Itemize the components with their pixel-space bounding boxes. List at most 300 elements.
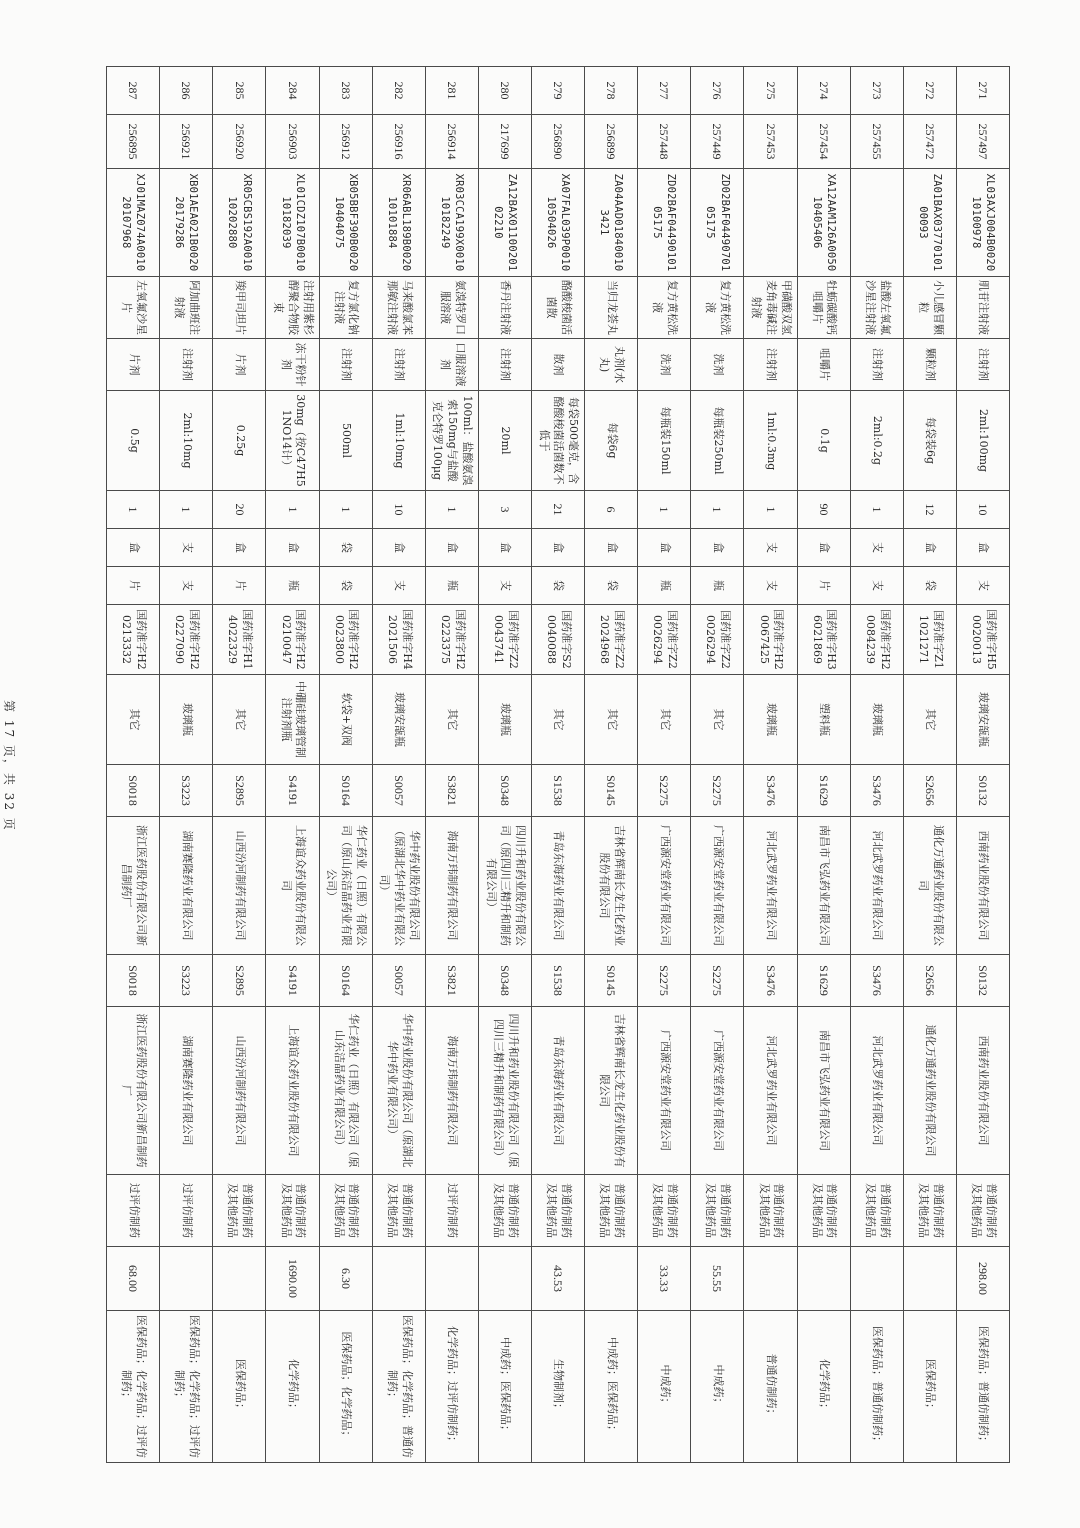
drug-name-cell: 复方氯化钠注射液 bbox=[319, 277, 372, 339]
producer-code-cell: S4191 bbox=[266, 765, 319, 817]
holder-code-cell: S2656 bbox=[903, 955, 956, 1007]
drug-name-cell: 香丹注射液 bbox=[478, 277, 531, 339]
dosage-form-cell: 注射剂 bbox=[319, 339, 372, 391]
pack-qty-cell: 1 bbox=[691, 491, 744, 529]
dosage-form-cell: 咀嚼片 bbox=[797, 339, 850, 391]
attributes-cell: 化学药品； bbox=[266, 1311, 319, 1463]
approval-no-cell: 国药准字Z20026294 bbox=[691, 605, 744, 675]
pack-qty-cell: 1 bbox=[319, 491, 372, 529]
pack-unit-cell: 支 bbox=[160, 529, 213, 567]
drug-catalog-table bbox=[106, 66, 1010, 1463]
min-unit-cell: 支 bbox=[160, 567, 213, 605]
drug-name-cell: 当归龙荟丸 bbox=[585, 277, 638, 339]
approval-no-cell: 国药准字H20210047 bbox=[266, 605, 319, 675]
min-unit-cell: 袋 bbox=[319, 567, 372, 605]
producer-code-cell: S3476 bbox=[744, 765, 797, 817]
seq-cell: 273 bbox=[850, 67, 903, 115]
id-cell: 256903 bbox=[266, 115, 319, 169]
pack-unit-cell: 盒 bbox=[585, 529, 638, 567]
min-unit-cell: 片 bbox=[213, 567, 266, 605]
approval-no-cell: 国药准字H20084239 bbox=[850, 605, 903, 675]
attributes-cell: 化学药品；过评仿制药； bbox=[425, 1311, 478, 1463]
pack-qty-cell: 1 bbox=[107, 491, 160, 529]
producer-name-cell: 吉林省辉南长龙生化药业股份有限公司 bbox=[585, 817, 638, 955]
spec-cell: 100ml：盐酸氨溴索150mg与盐酸克仑特罗100μg bbox=[425, 391, 478, 491]
price-cell bbox=[213, 1247, 266, 1311]
table-row bbox=[372, 67, 425, 1463]
producer-code-cell: S2275 bbox=[638, 765, 691, 817]
min-unit-cell: 瓶 bbox=[266, 567, 319, 605]
holder-code-cell: S1629 bbox=[797, 955, 850, 1007]
holder-code-cell: S0057 bbox=[372, 955, 425, 1007]
dosage-form-cell: 散剂 bbox=[532, 339, 585, 391]
dosage-form-cell: 注射剂 bbox=[850, 339, 903, 391]
dosage-form-cell: 注射剂 bbox=[478, 339, 531, 391]
pack-qty-cell: 10 bbox=[956, 491, 1009, 529]
approval-no-cell: 国药准字Z11021271 bbox=[903, 605, 956, 675]
holder-name-cell: 西南药业股份有限公司 bbox=[956, 1007, 1009, 1175]
holder-name-cell: 广西源安堂药业有限公司 bbox=[638, 1007, 691, 1175]
pack-unit-cell: 盒 bbox=[903, 529, 956, 567]
spec-cell: 每袋6g bbox=[585, 391, 638, 491]
category-cell: 过评仿制药 bbox=[107, 1175, 160, 1247]
table-row bbox=[478, 67, 531, 1463]
approval-no-cell: 国药准字H20067425 bbox=[744, 605, 797, 675]
holder-code-cell: S1538 bbox=[532, 955, 585, 1007]
holder-code-cell: S3821 bbox=[425, 955, 478, 1007]
pack-qty-cell: 21 bbox=[532, 491, 585, 529]
code-cell: XJ01MAZ074A001020107968 bbox=[107, 169, 160, 277]
min-unit-cell: 支 bbox=[744, 567, 797, 605]
code-cell bbox=[850, 169, 903, 277]
id-cell: 256895 bbox=[107, 115, 160, 169]
code-cell: XB05BBF390B002010404075 bbox=[319, 169, 372, 277]
table-row bbox=[213, 67, 266, 1463]
holder-code-cell: S0018 bbox=[107, 955, 160, 1007]
min-unit-cell: 片 bbox=[107, 567, 160, 605]
holder-name-cell: 南昌市飞弘药业有限公司 bbox=[797, 1007, 850, 1175]
approval-no-cell: 国药准字H20227090 bbox=[160, 605, 213, 675]
attributes-cell: 医保药品； bbox=[213, 1311, 266, 1463]
table-row bbox=[797, 67, 850, 1463]
attributes-cell: 医保药品；普通仿制药； bbox=[850, 1311, 903, 1463]
min-unit-cell: 支 bbox=[372, 567, 425, 605]
id-cell: 256912 bbox=[319, 115, 372, 169]
producer-name-cell: 河北武罗药业有限公司 bbox=[744, 817, 797, 955]
min-unit-cell: 支 bbox=[478, 567, 531, 605]
dosage-form-cell: 片剂 bbox=[213, 339, 266, 391]
pack-unit-cell: 盒 bbox=[638, 529, 691, 567]
table-row bbox=[160, 67, 213, 1463]
packaging-material-cell: 其它 bbox=[532, 675, 585, 765]
packaging-material-cell: 塑料瓶 bbox=[797, 675, 850, 765]
producer-code-cell: S2656 bbox=[903, 765, 956, 817]
spec-cell: 0.5g bbox=[107, 391, 160, 491]
table-row bbox=[585, 67, 638, 1463]
producer-code-cell: S0132 bbox=[956, 765, 1009, 817]
drug-name-cell: 酪酸梭菌活菌散 bbox=[532, 277, 585, 339]
attributes-cell: 中成药； bbox=[638, 1311, 691, 1463]
packaging-material-cell: 软袋+双阀 bbox=[319, 675, 372, 765]
producer-code-cell: S2895 bbox=[213, 765, 266, 817]
price-cell bbox=[744, 1247, 797, 1311]
drug-name-cell: 盐酸左氧氟沙星注射液 bbox=[850, 277, 903, 339]
holder-name-cell: 吉林省辉南长龙生化药业股份有限公司 bbox=[585, 1007, 638, 1175]
price-cell: 68.00 bbox=[107, 1247, 160, 1311]
table-row bbox=[319, 67, 372, 1463]
price-cell: 298.00 bbox=[956, 1247, 1009, 1311]
holder-code-cell: S2275 bbox=[638, 955, 691, 1007]
producer-name-cell: 华仁药业（日照）有限公司（原山东洁晶药业有限公司） bbox=[319, 817, 372, 955]
holder-code-cell: S0348 bbox=[478, 955, 531, 1007]
attributes-cell: 中成药；医保药品； bbox=[585, 1311, 638, 1463]
price-cell bbox=[903, 1247, 956, 1311]
holder-code-cell: S0145 bbox=[585, 955, 638, 1007]
seq-cell: 277 bbox=[638, 67, 691, 115]
approval-no-cell: 国药准字H36021869 bbox=[797, 605, 850, 675]
id-cell: 256916 bbox=[372, 115, 425, 169]
approval-no-cell: 国药准字Z20026294 bbox=[638, 605, 691, 675]
category-cell: 普通仿制药及其他药品 bbox=[638, 1175, 691, 1247]
code-cell: XL01CDZ107B001010182039 bbox=[266, 169, 319, 277]
producer-name-cell: 山西汾河制药有限公司 bbox=[213, 817, 266, 955]
spec-cell: 0.1g bbox=[797, 391, 850, 491]
price-cell bbox=[478, 1247, 531, 1311]
id-cell: 257497 bbox=[956, 115, 1009, 169]
holder-name-cell: 上海谊众药业股份有限公司 bbox=[266, 1007, 319, 1175]
holder-name-cell: 海南万玮制药有限公司 bbox=[425, 1007, 478, 1175]
pack-unit-cell: 盒 bbox=[425, 529, 478, 567]
price-cell bbox=[372, 1247, 425, 1311]
category-cell: 过评仿制药 bbox=[425, 1175, 478, 1247]
holder-code-cell: S2275 bbox=[691, 955, 744, 1007]
holder-name-cell: 华中药业股份有限公司（原湖北华中药业有限公司） bbox=[372, 1007, 425, 1175]
pack-qty-cell: 1 bbox=[160, 491, 213, 529]
id-cell: 257453 bbox=[744, 115, 797, 169]
id-cell: 257448 bbox=[638, 115, 691, 169]
id-cell: 256890 bbox=[532, 115, 585, 169]
seq-cell: 278 bbox=[585, 67, 638, 115]
price-cell bbox=[425, 1247, 478, 1311]
holder-name-cell: 通化万通药业股份有限公司 bbox=[903, 1007, 956, 1175]
category-cell: 普通仿制药及其他药品 bbox=[850, 1175, 903, 1247]
pack-qty-cell: 12 bbox=[903, 491, 956, 529]
packaging-material-cell: 其它 bbox=[107, 675, 160, 765]
packaging-material-cell: 玻璃瓶 bbox=[160, 675, 213, 765]
id-cell: 256921 bbox=[160, 115, 213, 169]
producer-name-cell: 四川升和药业股份有限公司（原四川三精升和制药有限公司） bbox=[478, 817, 531, 955]
drug-name-cell: 小儿感冒颗粒 bbox=[903, 277, 956, 339]
pack-unit-cell: 盒 bbox=[266, 529, 319, 567]
seq-cell: 271 bbox=[956, 67, 1009, 115]
pack-unit-cell: 盒 bbox=[797, 529, 850, 567]
code-cell: XB01AEA021B002020179286 bbox=[160, 169, 213, 277]
producer-name-cell: 西南药业股份有限公司 bbox=[956, 817, 1009, 955]
drug-name-cell: 阿加曲班注射液 bbox=[160, 277, 213, 339]
table-body bbox=[107, 67, 1010, 1463]
seq-cell: 275 bbox=[744, 67, 797, 115]
producer-name-cell: 河北武罗药业有限公司 bbox=[850, 817, 903, 955]
seq-cell: 272 bbox=[903, 67, 956, 115]
packaging-material-cell: 其它 bbox=[585, 675, 638, 765]
code-cell: XR05CBS192A001010202880 bbox=[213, 169, 266, 277]
holder-name-cell: 青岛东海药业有限公司 bbox=[532, 1007, 585, 1175]
price-cell: 43.53 bbox=[532, 1247, 585, 1311]
holder-code-cell: S3476 bbox=[744, 955, 797, 1007]
pack-unit-cell: 盒 bbox=[956, 529, 1009, 567]
holder-code-cell: S3223 bbox=[160, 955, 213, 1007]
min-unit-cell: 瓶 bbox=[691, 567, 744, 605]
category-cell: 普通仿制药及其他药品 bbox=[956, 1175, 1009, 1247]
seq-cell: 284 bbox=[266, 67, 319, 115]
min-unit-cell: 支 bbox=[850, 567, 903, 605]
table-row bbox=[638, 67, 691, 1463]
holder-code-cell: S0132 bbox=[956, 955, 1009, 1007]
attributes-cell: 医保药品；化学药品；普通仿制药； bbox=[372, 1311, 425, 1463]
table-row bbox=[850, 67, 903, 1463]
price-cell bbox=[585, 1247, 638, 1311]
seq-cell: 281 bbox=[425, 67, 478, 115]
spec-cell: 每瓶装150ml bbox=[638, 391, 691, 491]
price-cell: 6.30 bbox=[319, 1247, 372, 1311]
table-row bbox=[425, 67, 478, 1463]
attributes-cell: 医保药品；普通仿制药； bbox=[956, 1311, 1009, 1463]
holder-code-cell: S4191 bbox=[266, 955, 319, 1007]
packaging-material-cell: 中硼硅玻璃管制注射剂瓶 bbox=[266, 675, 319, 765]
price-cell bbox=[850, 1247, 903, 1311]
packaging-material-cell: 玻璃瓶 bbox=[744, 675, 797, 765]
holder-name-cell: 河北武罗药业有限公司 bbox=[744, 1007, 797, 1175]
seq-cell: 285 bbox=[213, 67, 266, 115]
approval-no-cell: 国药准字Z20043741 bbox=[478, 605, 531, 675]
dosage-form-cell: 洗剂 bbox=[638, 339, 691, 391]
producer-code-cell: S0018 bbox=[107, 765, 160, 817]
price-cell: 1690.00 bbox=[266, 1247, 319, 1311]
producer-name-cell: 南昌市飞弘药业有限公司 bbox=[797, 817, 850, 955]
drug-name-cell: 左氧氟沙星片 bbox=[107, 277, 160, 339]
code-cell: XA07FAL039P001010504026 bbox=[532, 169, 585, 277]
spec-cell: 20ml bbox=[478, 391, 531, 491]
packaging-material-cell: 玻璃安瓿瓶 bbox=[956, 675, 1009, 765]
holder-name-cell: 河北武罗药业有限公司 bbox=[850, 1007, 903, 1175]
price-cell: 33.33 bbox=[638, 1247, 691, 1311]
dosage-form-cell: 洗剂 bbox=[691, 339, 744, 391]
producer-name-cell: 湖南赛隆药业有限公司 bbox=[160, 817, 213, 955]
seq-cell: 280 bbox=[478, 67, 531, 115]
holder-name-cell: 广西源安堂药业有限公司 bbox=[691, 1007, 744, 1175]
approval-no-cell: 国药准字S20040088 bbox=[532, 605, 585, 675]
min-unit-cell: 支 bbox=[956, 567, 1009, 605]
holder-name-cell: 浙江医药股份有限公司新昌制药厂 bbox=[107, 1007, 160, 1175]
packaging-material-cell: 其它 bbox=[691, 675, 744, 765]
spec-cell: 0.25g bbox=[213, 391, 266, 491]
price-cell bbox=[797, 1247, 850, 1311]
min-unit-cell: 袋 bbox=[585, 567, 638, 605]
category-cell: 过评仿制药 bbox=[160, 1175, 213, 1247]
drug-name-cell: 肌苷注射液 bbox=[956, 277, 1009, 339]
dosage-form-cell: 注射剂 bbox=[744, 339, 797, 391]
packaging-material-cell: 玻璃瓶 bbox=[478, 675, 531, 765]
packaging-material-cell: 玻璃安瓿瓶 bbox=[372, 675, 425, 765]
category-cell: 普通仿制药及其他药品 bbox=[691, 1175, 744, 1247]
table-row bbox=[266, 67, 319, 1463]
price-cell bbox=[160, 1247, 213, 1311]
pack-unit-cell: 支 bbox=[744, 529, 797, 567]
approval-no-cell: 国药准字H14022329 bbox=[213, 605, 266, 675]
dosage-form-cell: 冻干粉针剂 bbox=[266, 339, 319, 391]
id-cell: 256920 bbox=[213, 115, 266, 169]
producer-name-cell: 海南万玮制药有限公司 bbox=[425, 817, 478, 955]
drug-name-cell: 羧甲司坦片 bbox=[213, 277, 266, 339]
pack-unit-cell: 支 bbox=[850, 529, 903, 567]
code-cell: ZD02BAF0449070105175 bbox=[691, 169, 744, 277]
id-cell: 257454 bbox=[797, 115, 850, 169]
table-row bbox=[956, 67, 1009, 1463]
pack-unit-cell: 盒 bbox=[213, 529, 266, 567]
producer-name-cell: 浙江医药股份有限公司新昌制药厂 bbox=[107, 817, 160, 955]
spec-cell: 2ml:10mg bbox=[160, 391, 213, 491]
dosage-form-cell: 注射剂 bbox=[956, 339, 1009, 391]
drug-name-cell: 复方黄松洗液 bbox=[638, 277, 691, 339]
category-cell: 普通仿制药及其他药品 bbox=[744, 1175, 797, 1247]
dosage-form-cell: 注射剂 bbox=[372, 339, 425, 391]
drug-name-cell: 牡蛎碳酸钙咀嚼片 bbox=[797, 277, 850, 339]
spec-cell: 2ml:0.2g bbox=[850, 391, 903, 491]
drug-name-cell: 注射用紫杉醇聚合物胶束 bbox=[266, 277, 319, 339]
approval-no-cell: 国药准字H50020013 bbox=[956, 605, 1009, 675]
pack-qty-cell: 1 bbox=[850, 491, 903, 529]
spec-cell: 每瓶装250ml bbox=[691, 391, 744, 491]
packaging-material-cell: 其它 bbox=[903, 675, 956, 765]
packaging-material-cell: 其它 bbox=[213, 675, 266, 765]
min-unit-cell: 瓶 bbox=[425, 567, 478, 605]
holder-code-cell: S3476 bbox=[850, 955, 903, 1007]
table-row bbox=[107, 67, 160, 1463]
drug-name-cell: 马来酸氯苯那敏注射液 bbox=[372, 277, 425, 339]
pack-unit-cell: 盒 bbox=[372, 529, 425, 567]
seq-cell: 286 bbox=[160, 67, 213, 115]
pack-qty-cell: 90 bbox=[797, 491, 850, 529]
attributes-cell: 医保药品；化学药品； bbox=[319, 1311, 372, 1463]
pack-qty-cell: 10 bbox=[372, 491, 425, 529]
spec-cell: 每袋装6g bbox=[903, 391, 956, 491]
pack-unit-cell: 盒 bbox=[691, 529, 744, 567]
producer-name-cell: 通化万通药业股份有限公司 bbox=[903, 817, 956, 955]
page-number-footer: 第 17 页，共 32 页 bbox=[2, 700, 16, 832]
pack-unit-cell: 袋 bbox=[319, 529, 372, 567]
seq-cell: 279 bbox=[532, 67, 585, 115]
spec-cell: 30mg（按C47H51NO14计） bbox=[266, 391, 319, 491]
dosage-form-cell: 颗粒剂 bbox=[903, 339, 956, 391]
attributes-cell: 医保药品；化学药品；过评仿制药； bbox=[107, 1311, 160, 1463]
attributes-cell: 普通仿制药； bbox=[744, 1311, 797, 1463]
producer-code-cell: S3476 bbox=[850, 765, 903, 817]
producer-code-cell: S0348 bbox=[478, 765, 531, 817]
attributes-cell: 中成药；医保药品； bbox=[478, 1311, 531, 1463]
min-unit-cell: 袋 bbox=[532, 567, 585, 605]
spec-cell: 1ml:10mg bbox=[372, 391, 425, 491]
approval-no-cell: 国药准字H42021506 bbox=[372, 605, 425, 675]
producer-code-cell: S0164 bbox=[319, 765, 372, 817]
attributes-cell: 中成药； bbox=[691, 1311, 744, 1463]
pack-unit-cell: 盒 bbox=[107, 529, 160, 567]
category-cell: 普通仿制药及其他药品 bbox=[213, 1175, 266, 1247]
code-cell: XL03AXJ004B002010100978 bbox=[956, 169, 1009, 277]
producer-name-cell: 上海谊众药业股份有限公司 bbox=[266, 817, 319, 955]
code-cell: XA12AAM126A005010405406 bbox=[797, 169, 850, 277]
dosage-form-cell: 丸剂(水丸) bbox=[585, 339, 638, 391]
pack-qty-cell: 1 bbox=[744, 491, 797, 529]
spec-cell: 500ml bbox=[319, 391, 372, 491]
holder-name-cell: 湖南赛隆药业有限公司 bbox=[160, 1007, 213, 1175]
seq-cell: 283 bbox=[319, 67, 372, 115]
drug-name-cell: 复方黄松洗液 bbox=[691, 277, 744, 339]
seq-cell: 282 bbox=[372, 67, 425, 115]
min-unit-cell: 袋 bbox=[903, 567, 956, 605]
attributes-cell: 医保药品；化学药品；过评仿制药； bbox=[160, 1311, 213, 1463]
approval-no-cell: 国药准字H20213332 bbox=[107, 605, 160, 675]
code-cell: XR06ABL189B002010101884 bbox=[372, 169, 425, 277]
attributes-cell: 医保药品； bbox=[903, 1311, 956, 1463]
dosage-form-cell: 注射剂 bbox=[160, 339, 213, 391]
approval-no-cell: 国药准字H20023800 bbox=[319, 605, 372, 675]
attributes-cell: 化学药品； bbox=[797, 1311, 850, 1463]
category-cell: 普通仿制药及其他药品 bbox=[797, 1175, 850, 1247]
producer-code-cell: S1629 bbox=[797, 765, 850, 817]
holder-name-cell: 四川升和药业股份有限公司（原四川三精升和制药有限公司） bbox=[478, 1007, 531, 1175]
producer-code-cell: S1538 bbox=[532, 765, 585, 817]
producer-name-cell: 广西源安堂药业有限公司 bbox=[691, 817, 744, 955]
id-cell: 257472 bbox=[903, 115, 956, 169]
drug-name-cell: 甲磺酸双氢麦角毒碱注射液 bbox=[744, 277, 797, 339]
id-cell: 257455 bbox=[850, 115, 903, 169]
approval-no-cell: 国药准字Z22024968 bbox=[585, 605, 638, 675]
min-unit-cell: 瓶 bbox=[638, 567, 691, 605]
holder-name-cell: 山西汾河制药有限公司 bbox=[213, 1007, 266, 1175]
category-cell: 普通仿制药及其他药品 bbox=[266, 1175, 319, 1247]
packaging-material-cell: 其它 bbox=[638, 675, 691, 765]
spec-cell: 1ml:0.3mg bbox=[744, 391, 797, 491]
category-cell: 普通仿制药及其他药品 bbox=[903, 1175, 956, 1247]
code-cell: XR03CCA199X001010182249 bbox=[425, 169, 478, 277]
table-row bbox=[903, 67, 956, 1463]
dosage-form-cell: 口服溶液剂 bbox=[425, 339, 478, 391]
table-row bbox=[532, 67, 585, 1463]
approval-no-cell: 国药准字H20223375 bbox=[425, 605, 478, 675]
drug-name-cell: 氨溴特罗口服溶液 bbox=[425, 277, 478, 339]
pack-unit-cell: 盒 bbox=[532, 529, 585, 567]
pack-qty-cell: 20 bbox=[213, 491, 266, 529]
min-unit-cell: 片 bbox=[797, 567, 850, 605]
category-cell: 普通仿制药及其他药品 bbox=[319, 1175, 372, 1247]
id-cell: 256899 bbox=[585, 115, 638, 169]
holder-name-cell: 华仁药业（日照）有限公司（原山东洁晶药业有限公司） bbox=[319, 1007, 372, 1175]
producer-name-cell: 华中药业股份有限公司（原湖北华中药业有限公司） bbox=[372, 817, 425, 955]
pack-unit-cell: 盒 bbox=[478, 529, 531, 567]
pack-qty-cell: 1 bbox=[425, 491, 478, 529]
drug-catalog-sheet bbox=[106, 66, 1010, 1462]
seq-cell: 274 bbox=[797, 67, 850, 115]
seq-cell: 287 bbox=[107, 67, 160, 115]
pack-qty-cell: 6 bbox=[585, 491, 638, 529]
pack-qty-cell: 1 bbox=[266, 491, 319, 529]
id-cell: 217699 bbox=[478, 115, 531, 169]
dosage-form-cell: 片剂 bbox=[107, 339, 160, 391]
category-cell: 普通仿制药及其他药品 bbox=[532, 1175, 585, 1247]
code-cell: ZA04AAD018400103421 bbox=[585, 169, 638, 277]
table-row bbox=[744, 67, 797, 1463]
code-cell: ZA12BAX0110020102210 bbox=[478, 169, 531, 277]
